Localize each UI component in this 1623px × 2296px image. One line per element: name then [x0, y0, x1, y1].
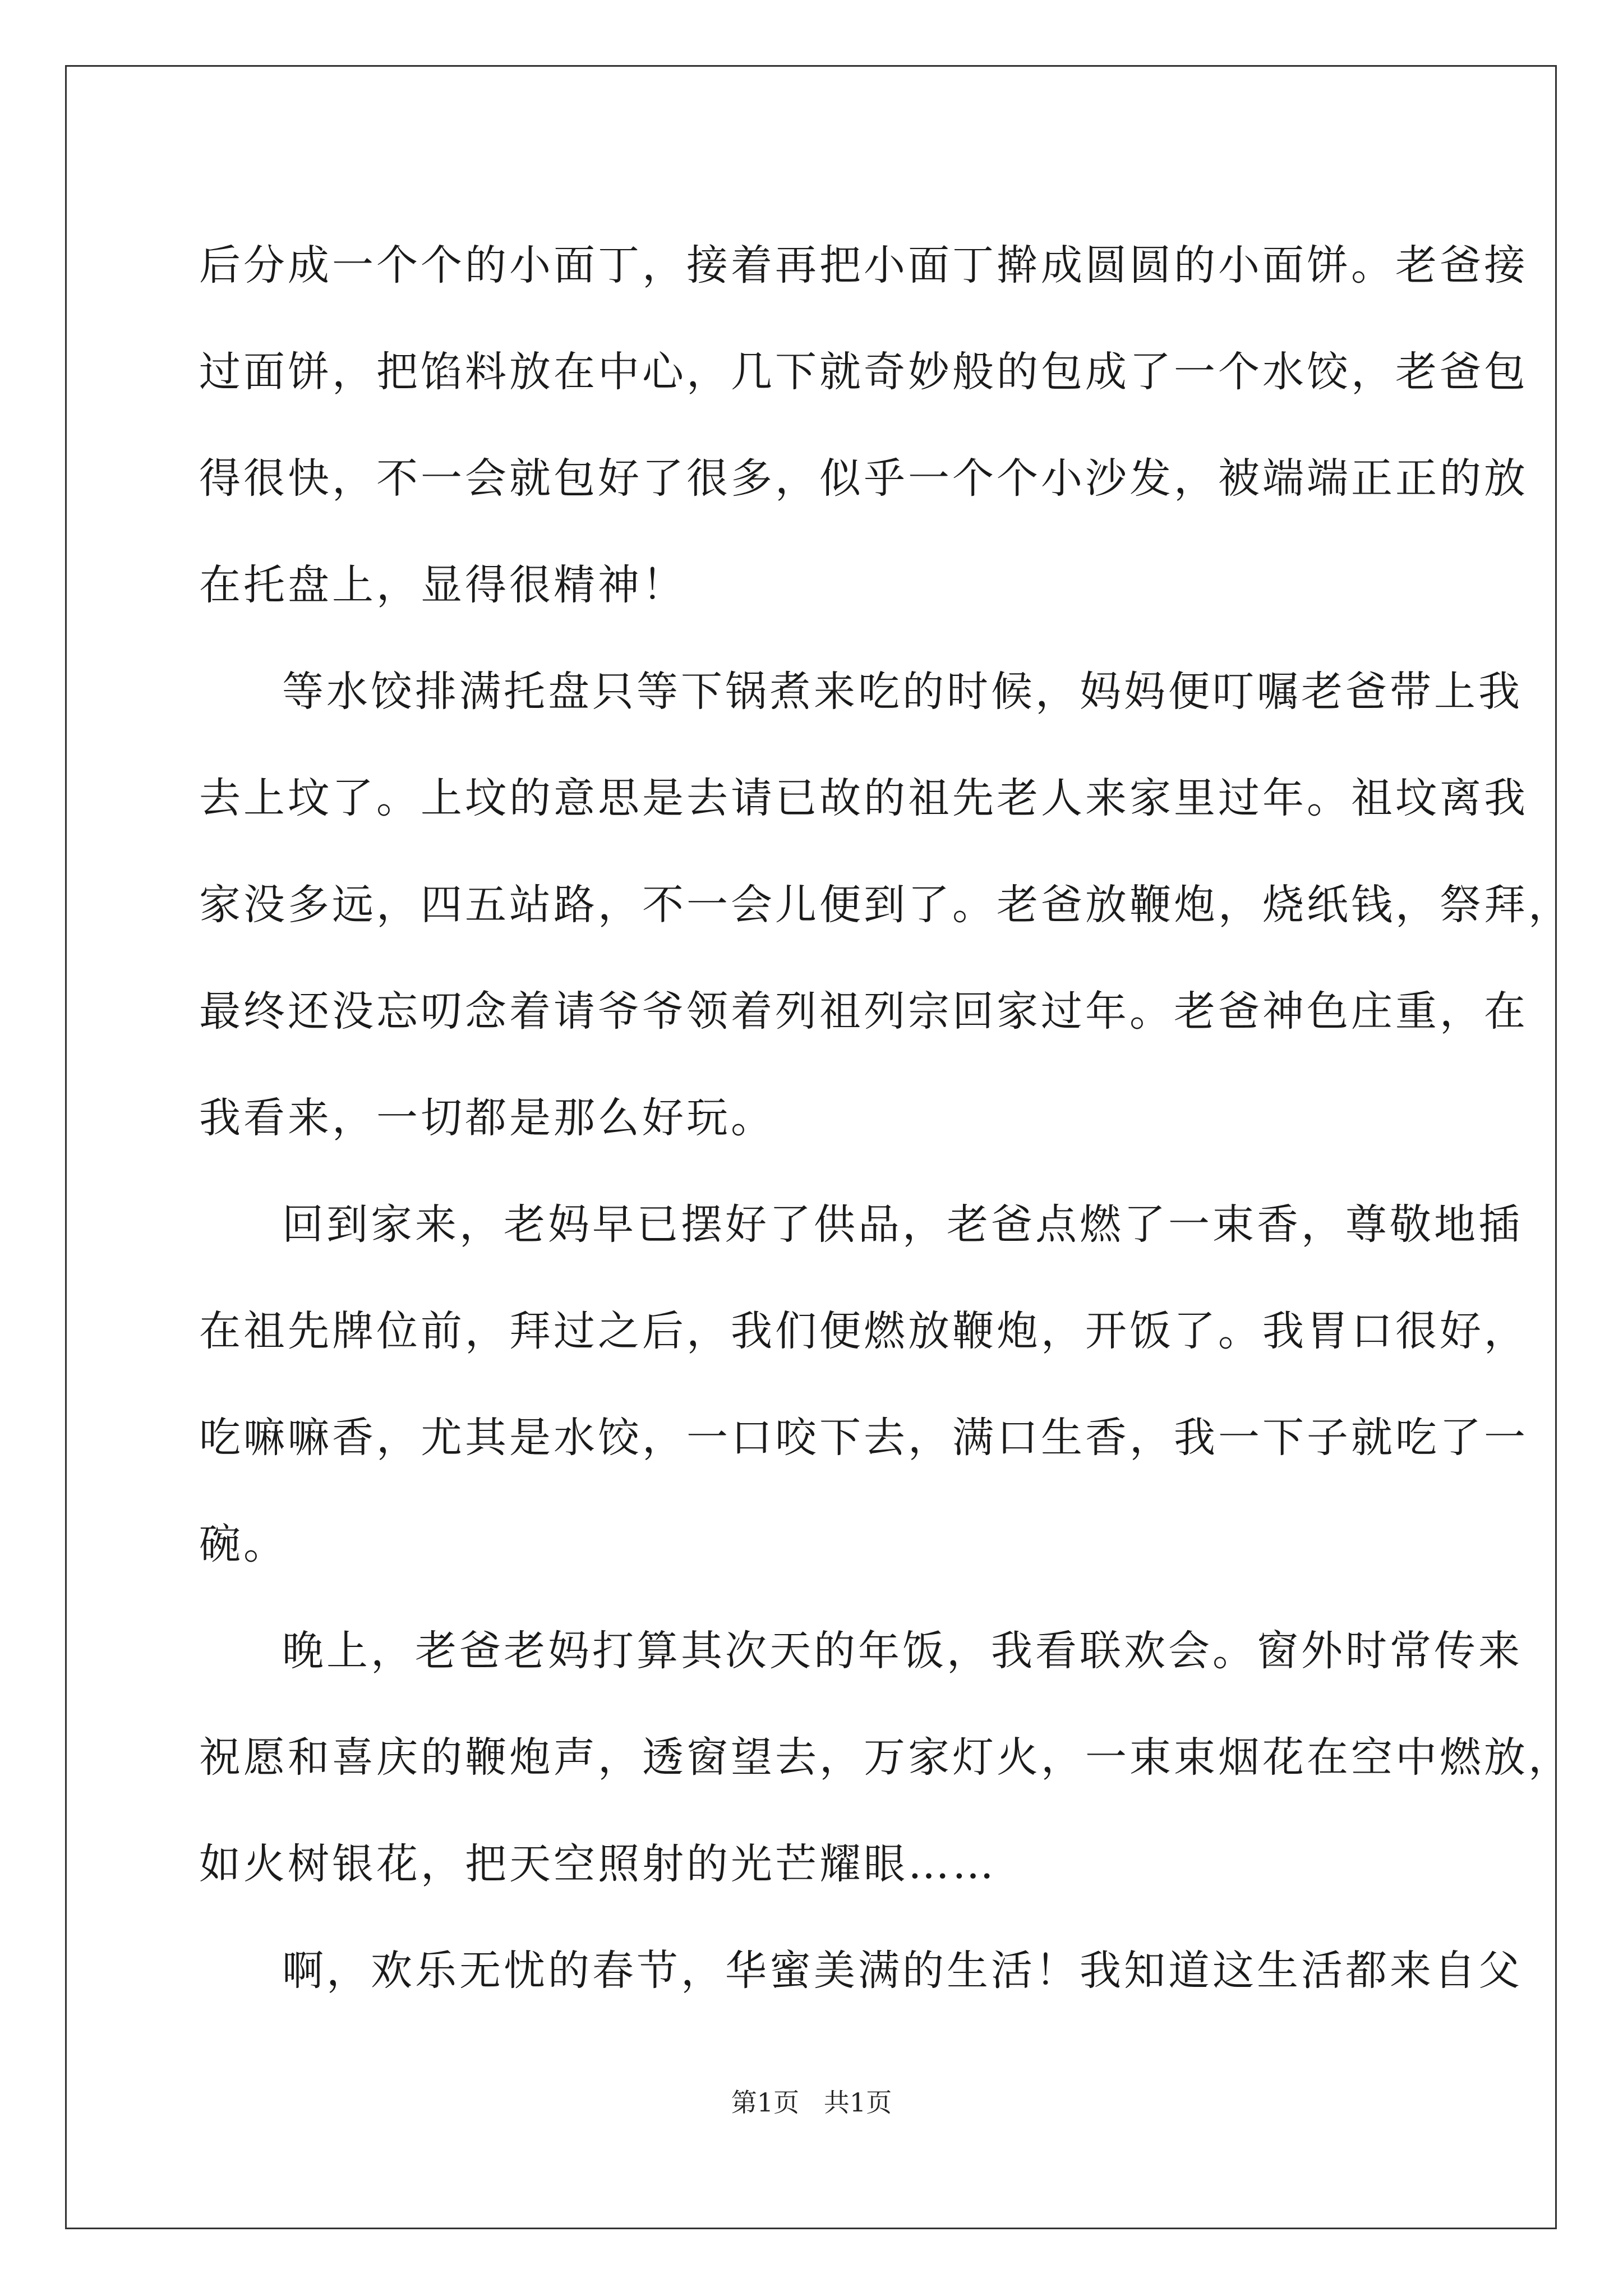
text-line: 家没多远，四五站路，不一会儿便到了。老爸放鞭炮，烧纸钱，祭拜，	[199, 881, 1573, 929]
text-line: 得很快，不一会就包好了很多，似乎一个个小沙发，被端端正正的放	[199, 454, 1528, 503]
text-line: 我看来，一切都是那么好玩。	[199, 1094, 775, 1142]
paragraph-start-line: 啊，欢乐无忧的春节，华蜜美满的生活！我知道这生活都来自父	[282, 1947, 1523, 1995]
text-line: 如火树银花，把天空照射的光芒耀眼……	[199, 1840, 997, 1888]
text-line: 在祖先牌位前，拜过之后，我们便燃放鞭炮，开饭了。我胃口很好，	[199, 1307, 1528, 1355]
page-number-footer: 第1页 共1页	[731, 2087, 892, 2118]
paragraph-start-line: 晚上，老爸老妈打算其次天的年饭，我看联欢会。窗外时常传来	[282, 1627, 1523, 1675]
paragraph-start-line: 回到家来，老妈早已摆好了供品，老爸点燃了一束香，尊敬地插	[282, 1200, 1523, 1249]
text-line: 过面饼，把馅料放在中心，几下就奇妙般的包成了一个水饺，老爸包	[199, 348, 1528, 396]
text-line: 在托盘上，显得很精神！	[199, 561, 686, 609]
text-line: 碗。	[199, 1520, 288, 1568]
paragraph-start-line: 等水饺排满托盘只等下锅煮来吃的时候，妈妈便叮嘱老爸带上我	[282, 668, 1523, 716]
text-line: 吃嘛嘛香，尤其是水饺，一口咬下去，满口生香，我一下子就吃了一	[199, 1414, 1528, 1462]
document-body	[199, 212, 1573, 2024]
text-line: 后分成一个个的小面丁，接着再把小面丁擀成圆圆的小面饼。老爸接	[199, 241, 1528, 289]
text-line: 祝愿和喜庆的鞭炮声，透窗望去，万家灯火，一束束烟花在空中燃放，	[199, 1733, 1573, 1782]
text-line: 去上坟了。上坟的意思是去请已故的祖先老人来家里过年。祖坟离我	[199, 774, 1528, 822]
text-line: 最终还没忘叨念着请爷爷领着列祖列宗回家过年。老爸神色庄重，在	[199, 987, 1528, 1036]
